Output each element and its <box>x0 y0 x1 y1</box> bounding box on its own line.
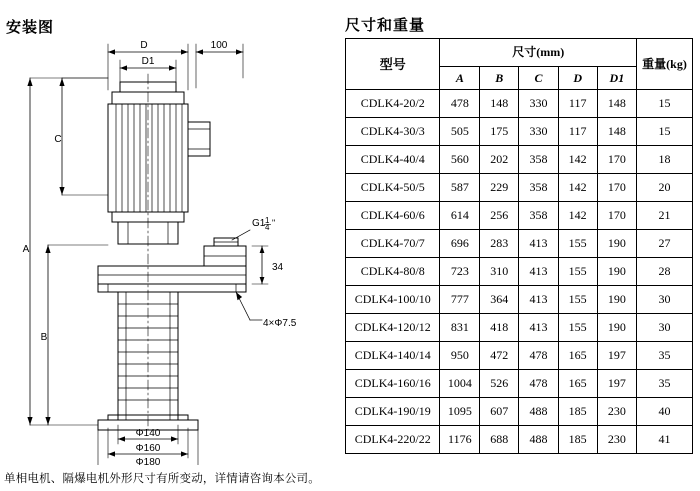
header-col-c: C <box>519 67 558 90</box>
cell-c: 413 <box>519 286 558 314</box>
label-b: B <box>40 332 48 343</box>
cell-model: CDLK4-70/7 <box>346 230 440 258</box>
cell-model: CDLK4-60/6 <box>346 202 440 230</box>
pump-installation-drawing <box>0 30 340 465</box>
cell-b: 310 <box>480 258 519 286</box>
header-col-a: A <box>440 67 480 90</box>
cell-d: 117 <box>558 90 597 118</box>
cell-model: CDLK4-50/5 <box>346 174 440 202</box>
cell-b: 607 <box>480 398 519 426</box>
cell-a: 1176 <box>440 426 480 454</box>
cell-weight: 15 <box>636 90 692 118</box>
label-34: 34 <box>272 262 284 273</box>
header-model: 型号 <box>346 39 440 90</box>
cell-model: CDLK4-30/3 <box>346 118 440 146</box>
spec-table-body <box>346 90 693 454</box>
cell-a: 1095 <box>440 398 480 426</box>
table-row <box>346 258 693 286</box>
cell-d1: 148 <box>597 118 636 146</box>
cell-d: 142 <box>558 174 597 202</box>
cell-c: 413 <box>519 230 558 258</box>
cell-d: 155 <box>558 258 597 286</box>
cell-b: 418 <box>480 314 519 342</box>
table-row <box>346 426 693 454</box>
cell-d: 155 <box>558 230 597 258</box>
cell-model: CDLK4-80/8 <box>346 258 440 286</box>
cell-weight: 20 <box>636 174 692 202</box>
cell-c: 358 <box>519 202 558 230</box>
header-col-d1: D1 <box>597 67 636 90</box>
label-phi180: Φ180 <box>135 457 161 465</box>
cell-c: 358 <box>519 174 558 202</box>
cell-b: 472 <box>480 342 519 370</box>
cell-weight: 35 <box>636 370 692 398</box>
label-phi160: Φ160 <box>135 443 161 454</box>
cell-model: CDLK4-20/2 <box>346 90 440 118</box>
table-row <box>346 398 693 426</box>
label-a: A <box>22 244 30 255</box>
cell-b: 202 <box>480 146 519 174</box>
cell-weight: 15 <box>636 118 692 146</box>
cell-weight: 18 <box>636 146 692 174</box>
cell-a: 696 <box>440 230 480 258</box>
table-row <box>346 90 693 118</box>
cell-d1: 170 <box>597 174 636 202</box>
cell-a: 505 <box>440 118 480 146</box>
label-d1: D1 <box>141 56 155 67</box>
cell-model: CDLK4-220/22 <box>346 426 440 454</box>
cell-d1: 170 <box>597 202 636 230</box>
cell-a: 831 <box>440 314 480 342</box>
label-thread-mark: " <box>272 218 276 228</box>
cell-model: CDLK4-190/19 <box>346 398 440 426</box>
label-thread-frac2: 4 <box>265 223 270 232</box>
cell-d1: 148 <box>597 90 636 118</box>
cell-model: CDLK4-120/12 <box>346 314 440 342</box>
cell-d: 185 <box>558 426 597 454</box>
table-row <box>346 118 693 146</box>
header-row-top <box>346 39 693 67</box>
cell-weight: 27 <box>636 230 692 258</box>
table-row <box>346 202 693 230</box>
table-row <box>346 342 693 370</box>
cell-d1: 190 <box>597 314 636 342</box>
cell-c: 358 <box>519 146 558 174</box>
cell-b: 175 <box>480 118 519 146</box>
cell-d: 142 <box>558 146 597 174</box>
right-section-title: 尺寸和重量 <box>345 17 426 34</box>
cell-d: 117 <box>558 118 597 146</box>
cell-a: 614 <box>440 202 480 230</box>
cell-weight: 35 <box>636 342 692 370</box>
spec-table-wrap <box>345 38 693 454</box>
cell-model: CDLK4-140/14 <box>346 342 440 370</box>
cell-c: 413 <box>519 258 558 286</box>
cell-c: 330 <box>519 90 558 118</box>
cell-b: 364 <box>480 286 519 314</box>
cell-d: 155 <box>558 314 597 342</box>
cell-a: 478 <box>440 90 480 118</box>
cell-d: 142 <box>558 202 597 230</box>
cell-a: 587 <box>440 174 480 202</box>
cell-d: 165 <box>558 342 597 370</box>
cell-d1: 190 <box>597 258 636 286</box>
label-thread-frac: 1 <box>265 216 270 225</box>
table-row <box>346 230 693 258</box>
cell-a: 1004 <box>440 370 480 398</box>
table-row <box>346 174 693 202</box>
cell-b: 526 <box>480 370 519 398</box>
spec-table-head <box>346 39 693 90</box>
label-bolt: 4×Φ7.5 <box>263 318 297 329</box>
cell-a: 777 <box>440 286 480 314</box>
cell-b: 229 <box>480 174 519 202</box>
left-section-title: 安装图 <box>6 19 55 36</box>
cell-b: 148 <box>480 90 519 118</box>
cell-weight: 21 <box>636 202 692 230</box>
cell-a: 950 <box>440 342 480 370</box>
header-col-b: B <box>480 67 519 90</box>
cell-c: 413 <box>519 314 558 342</box>
cell-d1: 230 <box>597 398 636 426</box>
table-row <box>346 286 693 314</box>
label-100: 100 <box>210 40 228 51</box>
table-row <box>346 314 693 342</box>
installation-drawing-panel <box>0 0 340 491</box>
cell-d1: 197 <box>597 370 636 398</box>
cell-b: 688 <box>480 426 519 454</box>
cell-a: 560 <box>440 146 480 174</box>
cell-d: 155 <box>558 286 597 314</box>
cell-c: 478 <box>519 342 558 370</box>
cell-d: 185 <box>558 398 597 426</box>
table-row <box>346 146 693 174</box>
cell-model: CDLK4-160/16 <box>346 370 440 398</box>
cell-d1: 190 <box>597 286 636 314</box>
cell-b: 283 <box>480 230 519 258</box>
label-phi140: Φ140 <box>135 428 161 439</box>
drawing-footnote: 单相电机、隔爆电机外形尺寸有所变动，详情请咨询本公司。 <box>4 473 320 485</box>
cell-weight: 28 <box>636 258 692 286</box>
cell-weight: 40 <box>636 398 692 426</box>
header-dims-group: 尺寸(mm) <box>440 39 637 67</box>
cell-c: 478 <box>519 370 558 398</box>
cell-weight: 41 <box>636 426 692 454</box>
cell-weight: 30 <box>636 314 692 342</box>
label-thread: G1 <box>252 218 266 229</box>
cell-weight: 30 <box>636 286 692 314</box>
cell-d1: 190 <box>597 230 636 258</box>
label-c: C <box>54 134 62 145</box>
table-row <box>346 370 693 398</box>
cell-a: 723 <box>440 258 480 286</box>
cell-d1: 197 <box>597 342 636 370</box>
cell-c: 488 <box>519 426 558 454</box>
cell-c: 488 <box>519 398 558 426</box>
cell-d1: 170 <box>597 146 636 174</box>
cell-c: 330 <box>519 118 558 146</box>
header-col-d: D <box>558 67 597 90</box>
cell-model: CDLK4-40/4 <box>346 146 440 174</box>
label-d: D <box>140 40 148 51</box>
header-weight: 重量(kg) <box>636 39 692 90</box>
cell-d1: 230 <box>597 426 636 454</box>
cell-b: 256 <box>480 202 519 230</box>
cell-d: 165 <box>558 370 597 398</box>
spec-table <box>345 38 693 454</box>
cell-model: CDLK4-100/10 <box>346 286 440 314</box>
